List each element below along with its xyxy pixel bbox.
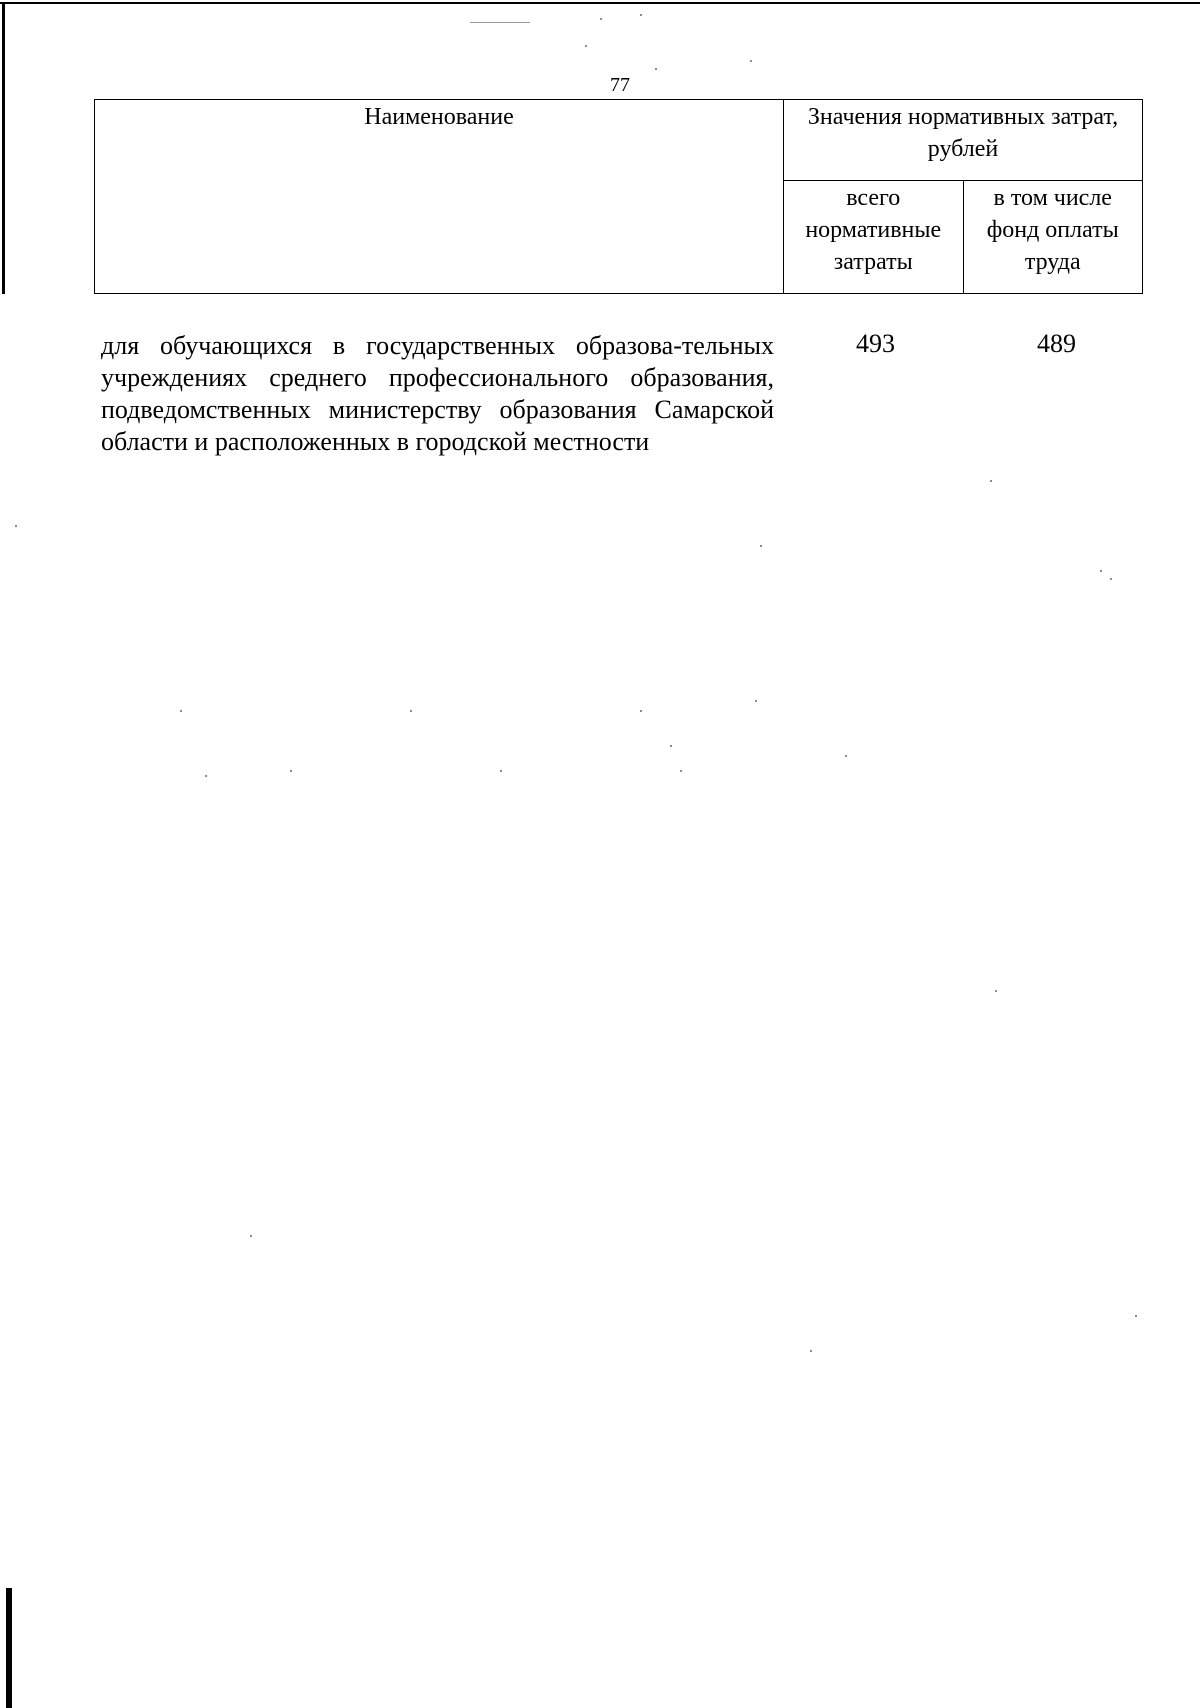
table-row-wage-fund: 489 [1037, 329, 1076, 358]
scan-border-top [0, 2, 1200, 4]
table-row-name: для обучающихся в государственных образова-тельных учреждениях среднего профессионального образования, подведомственных министерству образования Самарской области и расположенных в городской местности [101, 331, 774, 456]
header-values-group: Значения нормативных затрат, рублей [784, 100, 1143, 181]
page-number: 77 [610, 74, 630, 96]
header-wage-fund: в том числе фонд оплаты труда [963, 181, 1143, 294]
header-name: Наименование [95, 100, 784, 294]
table-row-total: 493 [856, 329, 895, 358]
scan-border-left [2, 4, 5, 294]
header-total: всего нормативные затраты [784, 181, 964, 294]
scan-border-left-bottom [6, 1588, 12, 1708]
normative-costs-table [94, 99, 1143, 294]
